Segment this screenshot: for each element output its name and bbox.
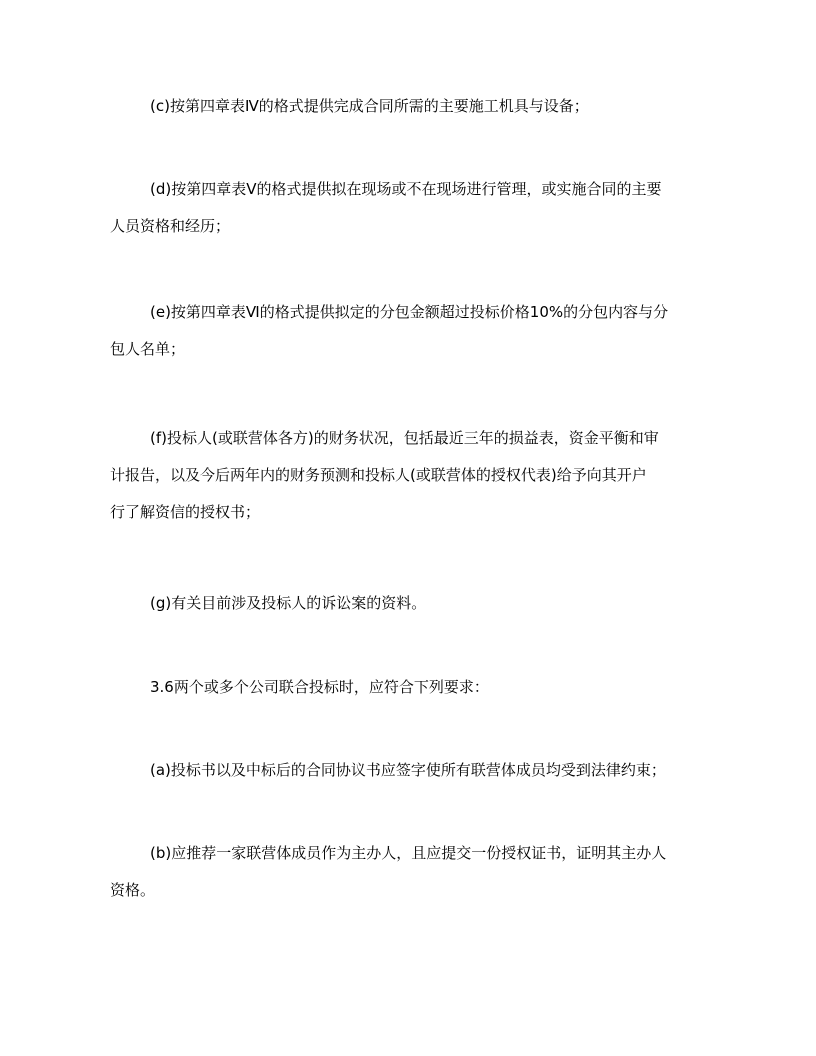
paragraph-line: 3.6两个或多个公司联合投标时，应符合下列要求： (150, 678, 489, 696)
paragraph-line: (g)有关目前涉及投标人的诉讼案的资料。 (150, 594, 427, 612)
paragraph-g (110, 585, 700, 622)
paragraph-line: (e)按第四章表Ⅵ的格式提供拟定的分包金额超过投标价格10%的分包内容与分 (150, 303, 669, 321)
paragraph-line: (c)按第四章表Ⅳ的格式提供完成合同所需的主要施工机具与设备； (150, 97, 589, 115)
paragraph-line: (d)按第四章表Ⅴ的格式提供拟在现场或不在现场进行管理，或实施合同的主要 (150, 180, 662, 198)
paragraph-line: 计报告，以及今后两年内的财务预测和投标人(或联营体的授权代表)给予向其开户 (110, 466, 647, 484)
paragraph-line: (b)应推荐一家联营体成员作为主办人，且应提交一份授权证书，证明其主办人 (150, 844, 667, 862)
paragraph-line: 人员资格和经历； (110, 217, 231, 235)
paragraph-line: 行了解资信的授权书； (110, 503, 261, 521)
paragraph-line: (a)投标书以及中标后的合同协议书应签字使所有联营体成员均受到法律约束； (150, 761, 666, 779)
paragraph-e (110, 294, 700, 368)
paragraph-line: 包人名单； (110, 340, 186, 358)
paragraph-c (110, 88, 700, 125)
paragraph-3-6 (110, 669, 700, 706)
paragraph-line: 资格。 (110, 881, 156, 899)
paragraph-line: (f)投标人(或联营体各方)的财务状况，包括最近三年的损益表，资金平衡和审 (150, 429, 659, 447)
paragraph-f (110, 420, 700, 531)
paragraph-a (110, 752, 700, 789)
paragraph-d (110, 171, 700, 245)
paragraph-b (110, 835, 700, 909)
